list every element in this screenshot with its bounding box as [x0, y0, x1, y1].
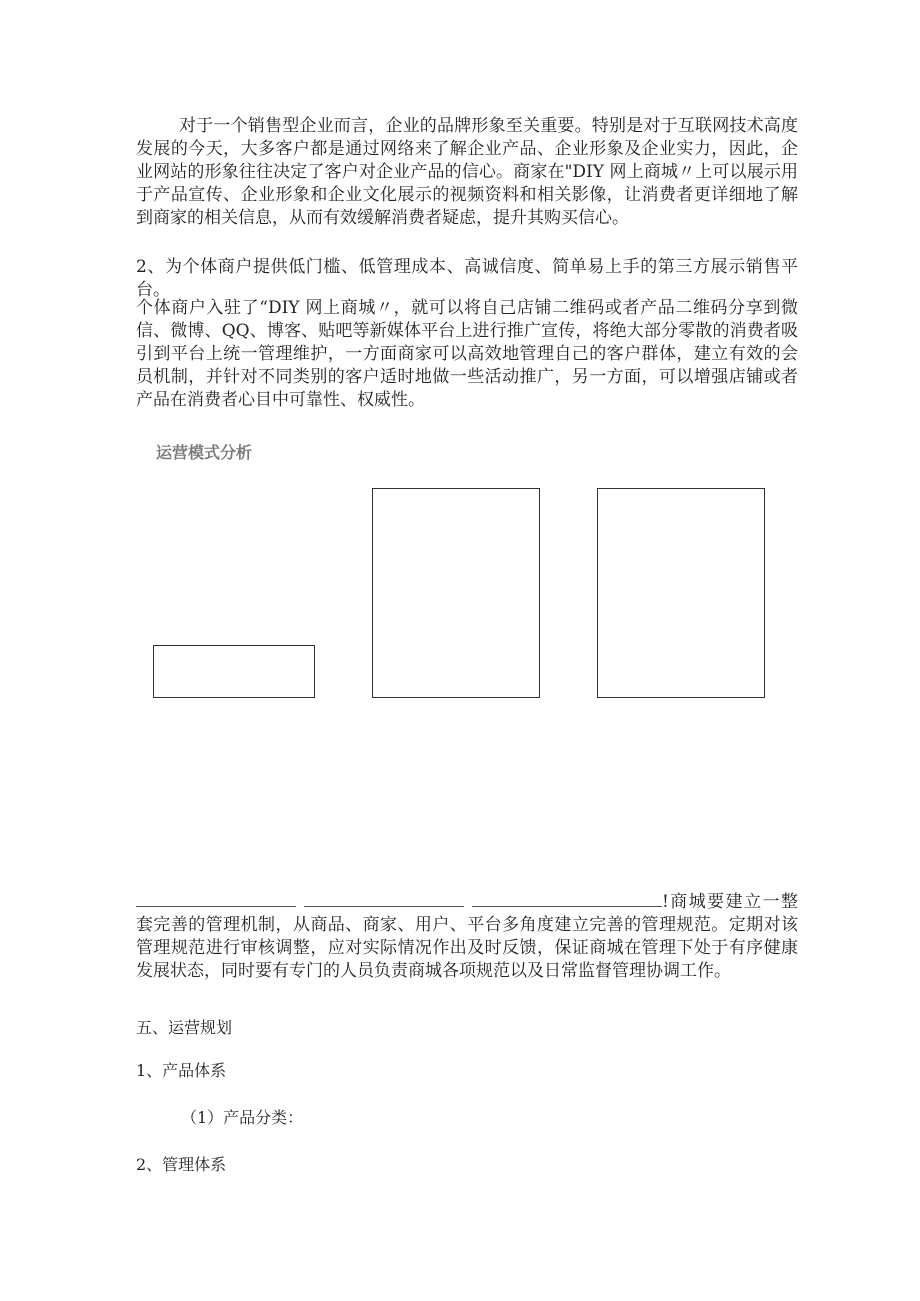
blank-line-2	[304, 890, 464, 907]
heading-product-system: 1、产品体系	[136, 1061, 227, 1080]
paragraph-management-text: !商城要建立一整套完善的管理机制，从商品、商家、用户、平台多角度建立完善的管理规范。定期对该管理规范进行审核调整，应对实际情况作出及时反馈，保证商城在管理下处于有序健康发展状态，同时要有专门的人员负责商城各项规范以及日常监督管理协调工作。	[136, 892, 798, 981]
blank-line-1	[136, 890, 296, 907]
paragraph-individual-merchants: 个体商户入驻了“DIY 网上商城〃，就可以将自己店铺二维码或者产品二维码分享到微信、微博、QQ、博客、贴吧等新媒体平台上进行推广宣传，将绝大部分零散的消费者吸引到平台上统一管理维护，一方面商家可以高效地管理自己的客户群体，建立有效的会员机制，并针对不同类别的客户适时地做一些活动推广，另一方面，可以增强店铺或者产品在消费者心目中可靠性、权威性。	[136, 298, 798, 410]
diagram-box-right	[597, 488, 765, 698]
heading-product-classification: （1）产品分类：	[181, 1108, 304, 1127]
heading-management-system: 2、管理体系	[136, 1155, 227, 1174]
diagram-box-middle	[372, 488, 540, 698]
blank-line-3	[472, 890, 662, 907]
diagram-box-small	[153, 645, 315, 698]
paragraph-brand-image: 对于一个销售型企业而言，企业的品牌形象至关重要。特别是对于互联网技术高度发展的今天，大多客户都是通过网络来了解企业产品、企业形象及企业实力，因此，企业网站的形象往往决定了客户对企业产品的信心。商家在"DIY 网上商城〃上可以展示用于产品宣传、企业形象和企业文化展示的视频资料和相关影像，让消费者更详细地了解到商家的相关信息，从而有效缓解消费者疑虑，提升其购买信心。	[136, 116, 798, 228]
paragraph-point-2: 2、为个体商户提供低门槛、低管理成本、高诚信度、简单易上手的第三方展示销售平台。	[136, 257, 798, 300]
heading-section-5: 五、运营规划	[136, 1018, 233, 1037]
figure-caption: 运营模式分析	[156, 443, 253, 462]
paragraph-management-mechanism	[136, 890, 798, 983]
